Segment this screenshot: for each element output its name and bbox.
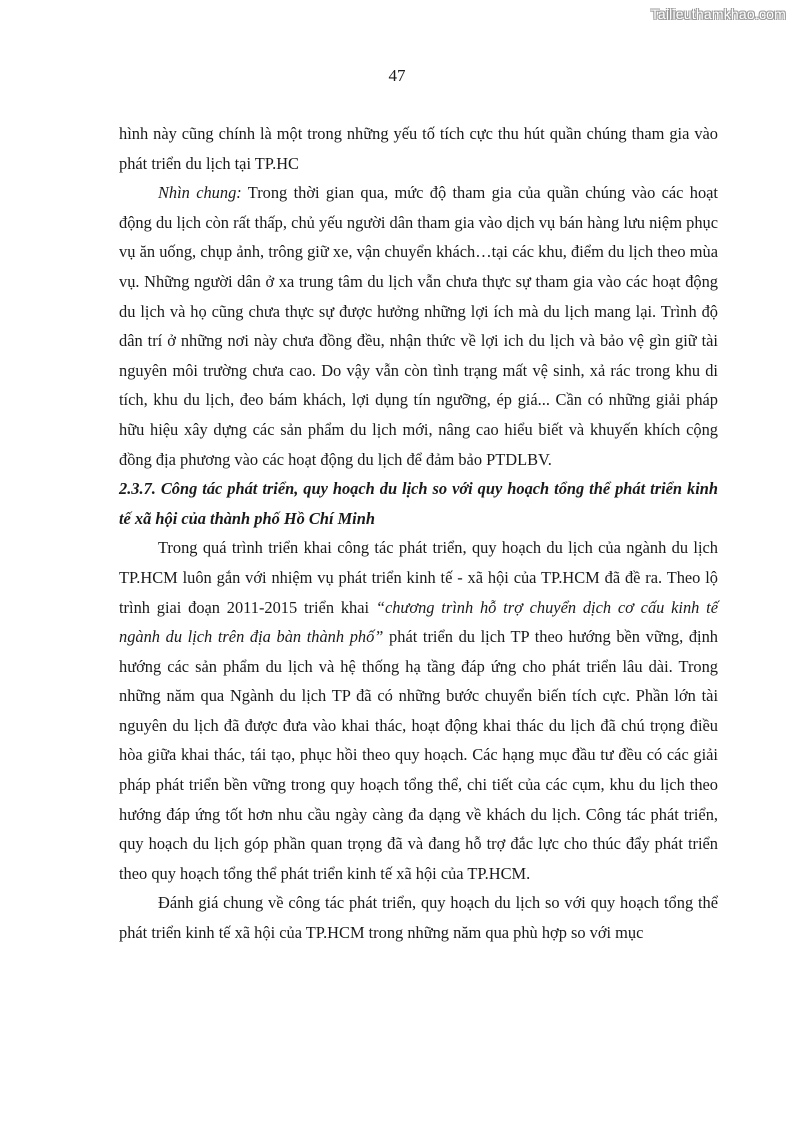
paragraph-text: Trong thời gian qua, mức độ tham gia của quần chúng vào các hoạt động du lịch còn rất thấp, chủ yếu người dân tham gia vào dịch vụ bán hàng lưu niệm phục vụ ăn uống, chụp ảnh, trông giữ xe, vận chuyển khách…tại các khu, điểm du lịch theo mùa vụ. Những người dân ở xa trung tâm du lịch vẫn chưa thực sự tham gia vào các hoạt động du lịch và họ cũng chưa thực sự được hưởng những lợi ích mà du lịch mang lại. Trình độ dân trí ở những nơi này chưa đồng đều, nhận thức về lợi ich du lịch và bảo vệ gìn giữ tài nguyên môi trường chưa cao. Do vậy vẫn còn tình trạng mất vệ sinh, xả rác trong khu di tích, khu du lịch, đeo bám khách, lợi dụng tín ngưỡng, ép giá... Cần có những giải pháp hữu hiệu xây dựng các sản phẩm du lịch mới, nâng cao hiểu biết và khuyến khích cộng đồng địa phương vào các hoạt động du lịch để đảm bảo PTDLBV. <box>119 183 718 469</box>
paragraph-summary <box>119 178 718 474</box>
paragraph-development <box>119 533 718 888</box>
paragraph-evaluation: Đánh giá chung về công tác phát triển, quy hoạch du lịch so với quy hoạch tổng thể phát triển kinh tế xã hội của TP.HCM trong những năm qua phù hợp so với mục <box>119 893 718 943</box>
paragraph-lead-italic: Nhìn chung: <box>158 183 242 203</box>
document-body <box>119 119 718 948</box>
section-heading: 2.3.7. Công tác phát triển, quy hoạch du lịch so với quy hoạch tổng thể phát triển kinh tế xã hội của thành phố Hồ Chí Minh <box>119 479 718 528</box>
paragraph-text: Trong quá trình triển khai công tác phát triển, quy hoạch du lịch của ngành du lịch TP.HCM luôn gắn với nhiệm vụ phát triển kinh tế - xã hội của TP.HCM đã đề ra. Theo lộ trình giai đoạn 2011-2015 triển khai <box>119 538 718 617</box>
watermark: Tailieuthamkhao.com <box>650 6 786 22</box>
program-quote: “chương trình hỗ trợ chuyển dịch cơ cấu kinh tế ngành du lịch trên địa bàn thành phố” <box>119 597 718 647</box>
page-number: 47 <box>388 66 406 85</box>
paragraph-text: phát triển du lịch TP theo hướng bền vững, định hướng các sản phẩm du lịch và hệ thống hạ tầng đáp ứng cho phát triển lâu dài. Trong những năm qua Ngành du lịch TP đã có những bước chuyển biến tích cực. Phần lớn tài nguyên du lịch đã được đưa vào khai thác, hoạt động khai thác du lịch đã chú trọng điều hòa giữa khai thác, tái tạo, phục hồi theo quy hoạch. Các hạng mục đầu tư đều có các giải pháp phát triển bền vững trong quy hoạch tổng thể, chi tiết của các cụm, khu du lịch theo hướng đáp ứng tốt hơn nhu cầu ngày càng đa dạng về khách du lịch. Công tác phát triển, quy hoạch du lịch góp phần quan trọng đã và đang hỗ trợ đắc lực cho thúc đẩy phát triển theo quy hoạch tổng thể phát triển kinh tế xã hội của TP.HCM. <box>119 627 718 883</box>
paragraph-continuation: hình này cũng chính là một trong những yếu tố tích cực thu hút quần chúng tham gia vào phát triển du lịch tại TP.HC <box>119 124 718 173</box>
